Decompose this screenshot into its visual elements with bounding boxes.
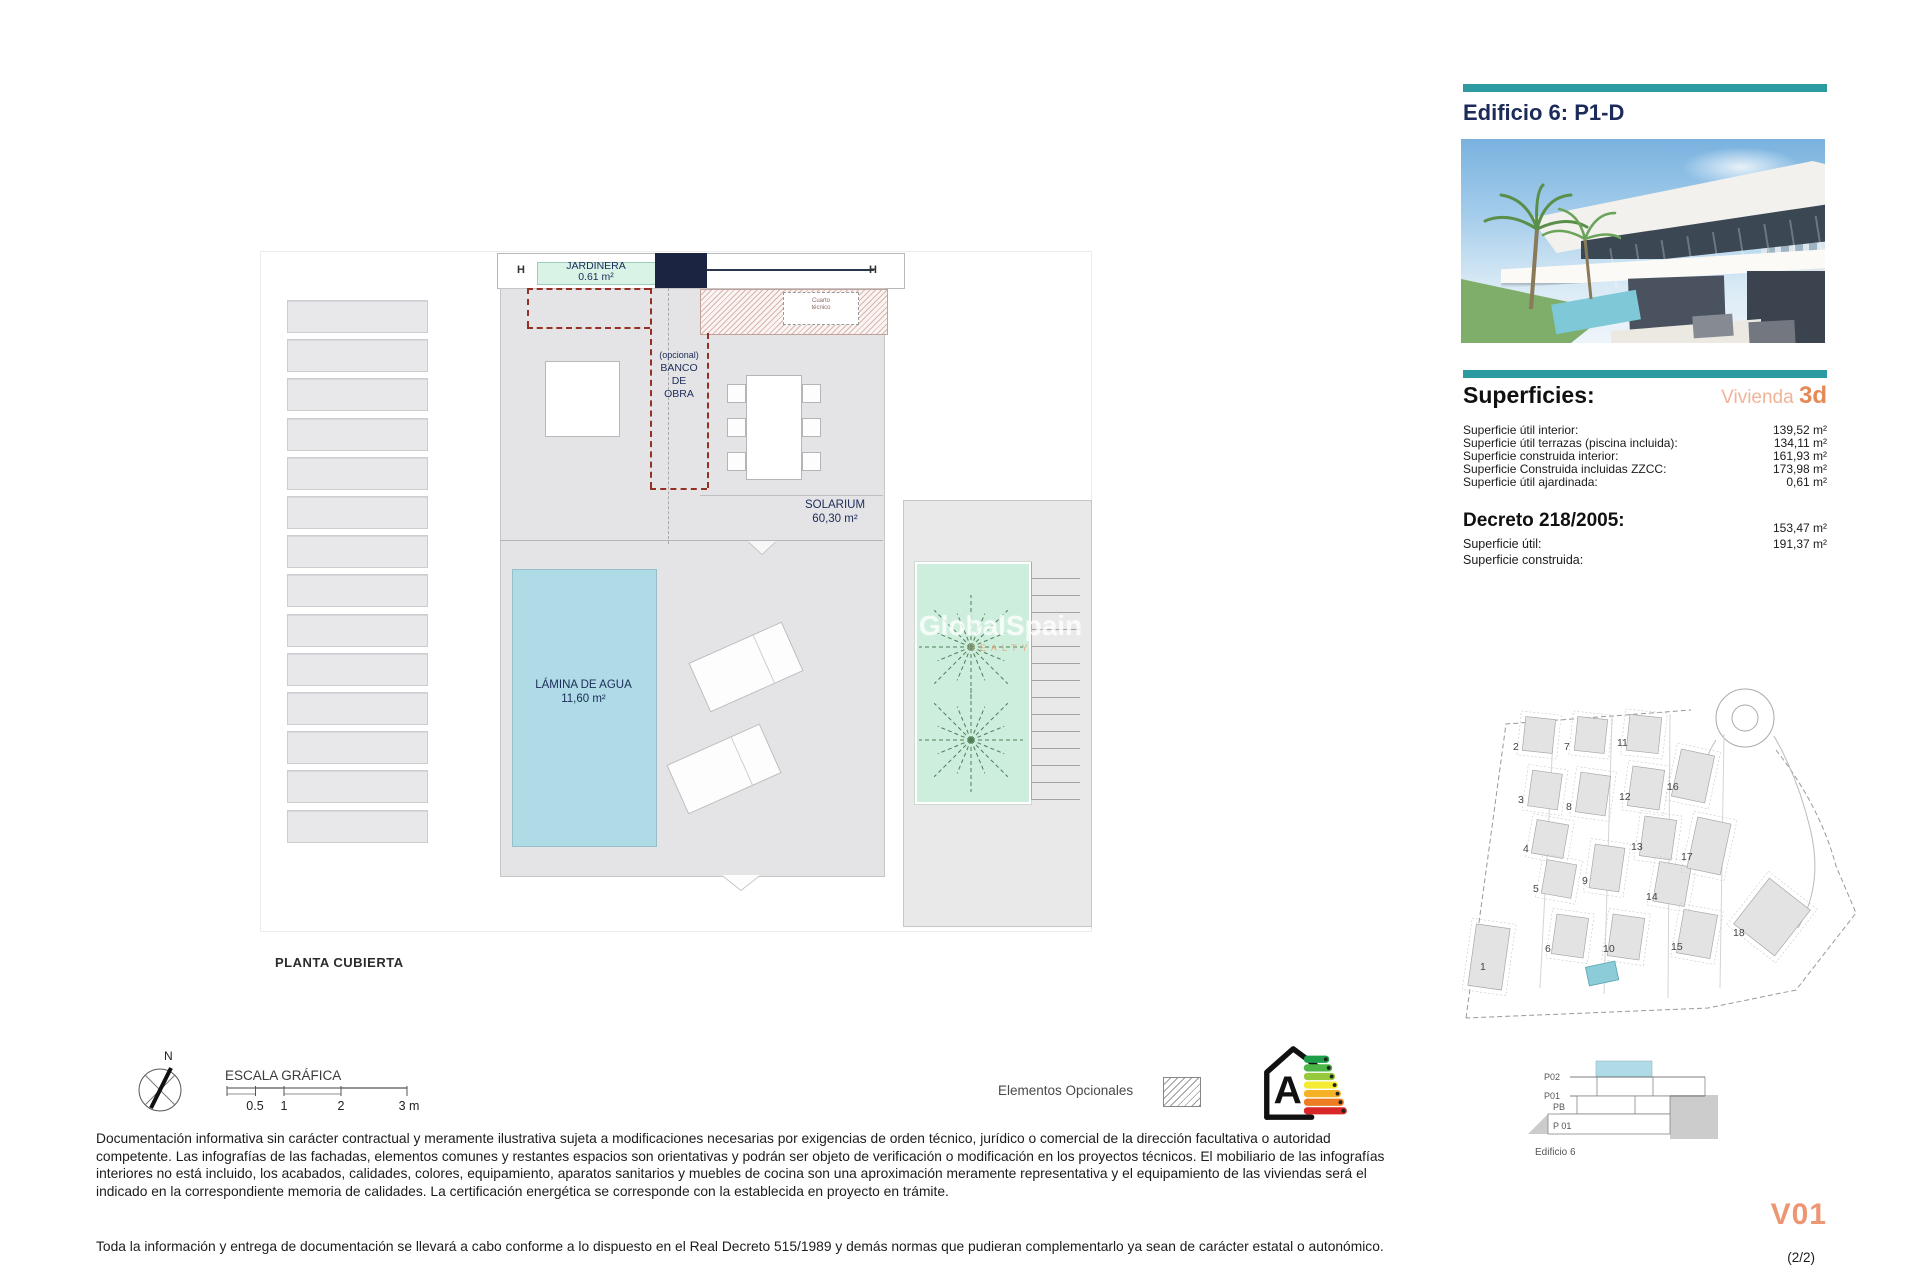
chair xyxy=(727,384,746,403)
site-building xyxy=(1468,924,1510,990)
axis-centerline xyxy=(668,288,669,544)
legend-placeholder xyxy=(287,496,428,529)
lot-number: 4 xyxy=(1523,843,1529,855)
outdoor-sofa xyxy=(1692,314,1733,339)
chimney-block xyxy=(655,253,707,288)
svg-text:Edificio 6: Edificio 6 xyxy=(1535,1147,1576,1158)
superficies-header xyxy=(1463,382,1827,410)
palm-tree-icons xyxy=(1471,169,1621,319)
scale-title: ESCALA GRÁFICA xyxy=(225,1068,342,1083)
superficies-heading: Superficies: xyxy=(1463,382,1595,408)
site-building xyxy=(1528,770,1563,810)
site-building xyxy=(1531,819,1568,858)
lot-number: 17 xyxy=(1681,851,1693,863)
site-building xyxy=(1551,914,1588,958)
svg-text:3 m: 3 m xyxy=(398,1099,420,1112)
superficie-row: Superficie útil terrazas (piscina incluida): 134,11 m² xyxy=(1463,435,1827,450)
banco-de-obra-label: (opcional) BANCO DE OBRA xyxy=(659,350,699,400)
site-building xyxy=(1627,766,1664,810)
decreto-heading: Decreto 218/2005: xyxy=(1463,510,1625,531)
access-marker xyxy=(748,541,776,554)
site-building xyxy=(1687,817,1731,875)
dining-table xyxy=(746,375,802,480)
lot-number: 10 xyxy=(1603,943,1615,955)
legend-placeholder xyxy=(287,339,428,372)
legend-placeholder xyxy=(287,378,428,411)
svg-text:P 01: P 01 xyxy=(1553,1121,1572,1131)
legend-placeholder xyxy=(287,731,428,764)
lot-number: 14 xyxy=(1646,891,1658,903)
site-building xyxy=(1574,717,1607,754)
lot-number: 15 xyxy=(1671,941,1683,953)
lot-number: 16 xyxy=(1667,781,1679,793)
deck-line xyxy=(500,540,883,541)
superficie-row: Superficie útil ajardinada: 0,61 m² xyxy=(1463,474,1827,489)
legend-placeholder xyxy=(287,653,428,686)
legend-placeholder xyxy=(287,574,428,607)
superficie-row: Superficie Construida incluidas ZZCC: 173,98 m² xyxy=(1463,461,1827,476)
lot-number: 13 xyxy=(1631,841,1643,853)
dimension-mark-right: H xyxy=(869,264,877,276)
site-building xyxy=(1589,844,1625,892)
jardinera-label: JARDINERA 0.61 m² xyxy=(566,260,626,283)
watermark: GlobalSpain REALTY xyxy=(918,610,1083,653)
optional-outline xyxy=(527,288,529,327)
legend-placeholder xyxy=(287,692,428,725)
svg-text:PB: PB xyxy=(1553,1102,1566,1112)
site-building xyxy=(1626,714,1662,753)
lot-number: 6 xyxy=(1545,943,1551,955)
deck-line xyxy=(700,495,883,496)
lot-number: 1 xyxy=(1480,961,1486,973)
site-building xyxy=(1541,860,1576,899)
chair xyxy=(802,418,821,437)
legend-placeholder xyxy=(287,418,428,451)
superficie-row: Superficie útil interior: 139,52 m² xyxy=(1463,423,1827,437)
disclaimer-paragraph-2: Toda la información y entrega de documentación se llevará a cabo conforme a lo dispuesto en el Real Decreto 515/1989 y demás normas que pudieran complementarlo ya sean de carácter estatal o autonómico. xyxy=(96,1239,1384,1254)
disclaimer-paragraph-1: Documentación informativa sin carácter contractual y meramente ilustrativa sujeta a modificaciones necesarias por exigencias de orden técnico, jurídico o comercial de la dirección facultativa o autoridad competente. Las infografías de las fachadas, elementos comunes y restantes espacios son orientativas y podrán ser objeto de verificación o modificación en los proyectos técnicos. El mobiliario de las infografías interiores no está incluido, los acabados, calidades, colores, equipamiento, aparatos sanitarios y muebles de cocina son una aproximación meramente representativa y el equipamiento de las viviendas será el indicado en la correspondiente memoria de calidades. La certificación energética se corresponde con la establecida en proyecto en trámite. xyxy=(96,1131,1385,1199)
lot-number: 9 xyxy=(1582,875,1588,887)
decreto-label: Superficie construida: xyxy=(1463,553,1584,567)
legend-placeholder xyxy=(287,770,428,803)
highlighted-floor xyxy=(1596,1061,1652,1077)
dimension-line xyxy=(707,269,874,271)
highlighted-unit xyxy=(1585,961,1618,986)
superficie-row: Superficie construida interior: 161,93 m² xyxy=(1463,448,1827,463)
svg-text:0.5: 0.5 xyxy=(246,1099,264,1112)
lot-number: 11 xyxy=(1617,737,1628,749)
chair xyxy=(802,384,821,403)
site-map xyxy=(1458,688,1862,1033)
svg-text:N: N xyxy=(164,1049,173,1063)
dimension-mark-left: H xyxy=(517,264,525,276)
decreto-label: Superficie útil: xyxy=(1463,537,1542,551)
site-building xyxy=(1671,749,1714,803)
villa-render-image xyxy=(1461,139,1825,343)
svg-text:P01: P01 xyxy=(1544,1091,1561,1101)
palm-trees xyxy=(915,562,1027,800)
site-building xyxy=(1653,862,1691,907)
site-building xyxy=(1734,878,1811,956)
north-compass-icon xyxy=(128,1046,192,1116)
svg-text:A: A xyxy=(1273,1069,1302,1113)
decreto-value: 191,37 m² xyxy=(1772,537,1827,551)
chair xyxy=(802,452,821,471)
lot-number: 7 xyxy=(1564,741,1570,753)
outdoor-sofa xyxy=(1748,320,1795,343)
site-building xyxy=(1575,772,1610,816)
optional-outline xyxy=(527,288,650,290)
site-building xyxy=(1522,717,1555,754)
decreto-value: 153,47 m² xyxy=(1772,521,1827,535)
lot-number: 2 xyxy=(1513,741,1519,753)
svg-text:2: 2 xyxy=(337,1099,345,1112)
version-tag: V01 xyxy=(1770,1198,1827,1231)
technical-box: Cuarto técnico xyxy=(783,292,859,325)
svg-text:P02: P02 xyxy=(1544,1072,1561,1082)
superficies-table xyxy=(1463,424,1827,489)
building-section-diagram xyxy=(1520,1042,1810,1167)
optional-outline xyxy=(650,488,707,490)
lot-number: 8 xyxy=(1566,801,1572,813)
legend-placeholder xyxy=(287,810,428,843)
chair xyxy=(727,452,746,471)
plan-caption: PLANTA CUBIERTA xyxy=(275,955,404,970)
svg-text:1: 1 xyxy=(280,1099,288,1112)
teal-divider xyxy=(1463,84,1827,92)
stairs xyxy=(1031,562,1080,800)
pool xyxy=(512,569,657,847)
deck-notch xyxy=(722,875,760,890)
legend-placeholder xyxy=(287,614,428,647)
optional-outline xyxy=(527,327,650,329)
solarium-label: SOLARIUM 60,30 m² xyxy=(804,499,866,525)
lot-number: 5 xyxy=(1533,883,1539,895)
skylight xyxy=(545,361,620,437)
legend-placeholder xyxy=(287,300,428,333)
teal-divider xyxy=(1463,370,1827,378)
lot-number: 3 xyxy=(1518,794,1524,806)
optional-hatch-swatch xyxy=(1163,1077,1201,1107)
legend-placeholder xyxy=(287,535,428,568)
pool-label: LÁMINA DE AGUA 11,60 m² xyxy=(535,679,632,705)
lot-number: 18 xyxy=(1733,927,1745,939)
graphic-scale-bar xyxy=(225,1084,425,1112)
chair xyxy=(727,418,746,437)
legend-placeholder xyxy=(287,457,428,490)
page-number: (2/2) xyxy=(1787,1250,1815,1265)
lot-number: 12 xyxy=(1619,791,1631,803)
building-title: Edificio 6: P1-D xyxy=(1463,100,1625,125)
energy-rating-a-icon xyxy=(1246,1042,1350,1124)
optional-elements-label: Elementos Opcionales xyxy=(998,1083,1134,1098)
vivienda-tag: Vivienda 3d xyxy=(1721,382,1827,409)
site-building xyxy=(1639,816,1676,860)
